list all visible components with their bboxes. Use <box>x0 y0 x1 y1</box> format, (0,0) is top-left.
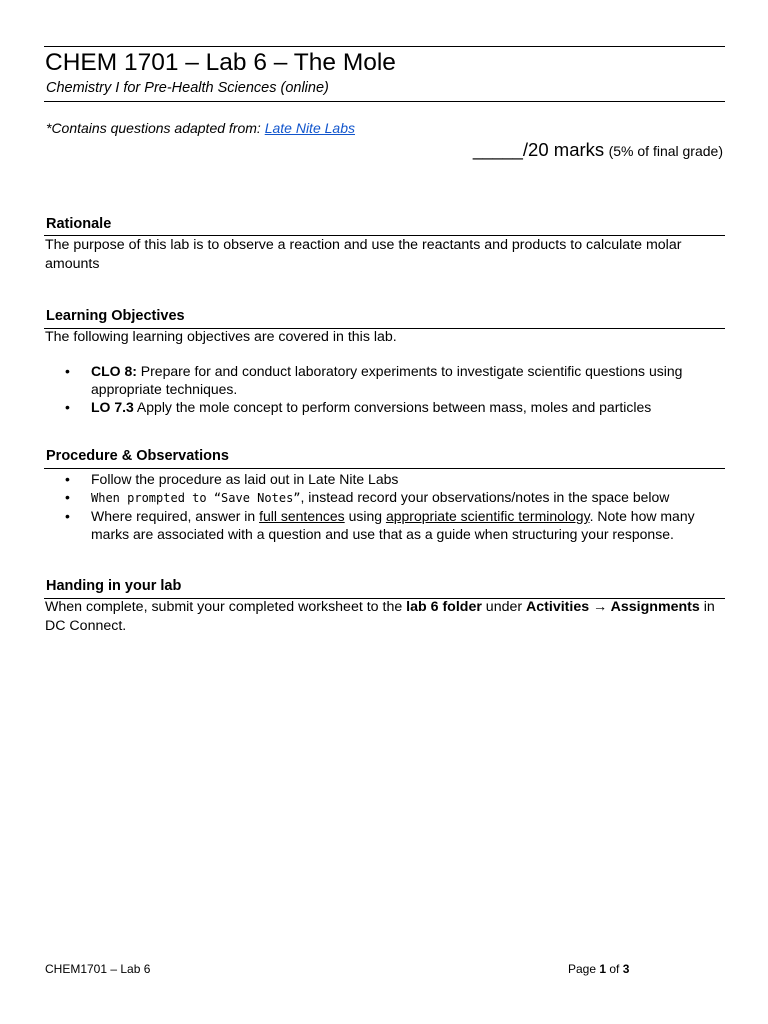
document-title: CHEM 1701 – Lab 6 – The Mole <box>45 49 396 76</box>
handing-text-part: When complete, submit your completed worksheet to the <box>45 599 407 615</box>
list-item <box>45 488 705 507</box>
objective-text: Apply the mole concept to perform conversions between mass, moles and particles <box>133 399 652 415</box>
procedure-item-text: Where required, answer in <box>91 508 260 524</box>
late-nite-labs-link[interactable]: Late Nite Labs <box>264 120 355 136</box>
procedure-heading: Procedure & Observations <box>46 448 229 464</box>
page-total: 3 <box>622 962 630 976</box>
header-bottom-rule <box>44 101 725 102</box>
objective-code: LO 7.3 <box>91 399 134 415</box>
marks-line <box>473 139 723 161</box>
marks-blank: _____ <box>472 140 523 160</box>
procedure-list <box>45 470 705 543</box>
procedure-item-text: . Note how many marks are associated with a question and use that as a guide when structuring your response. <box>91 508 695 542</box>
procedure-item-text: , instead record your observations/notes in the space below <box>300 489 670 505</box>
rationale-heading: Rationale <box>46 216 112 232</box>
procedure-item-mono: When prompted to “Save Notes” <box>91 491 301 505</box>
objectives-heading: Learning Objectives <box>46 308 185 324</box>
adapted-note <box>46 120 355 136</box>
activities-assignments-text: Activities → Assignments <box>526 599 700 615</box>
handing-heading: Handing in your lab <box>46 578 182 594</box>
handing-text <box>45 598 730 635</box>
marks-total: /20 marks <box>522 139 605 160</box>
objective-code: CLO 8: <box>91 363 137 379</box>
document-subtitle: Chemistry I for Pre-Health Sciences (online) <box>46 80 329 96</box>
lab-folder-text: lab 6 folder <box>406 599 482 615</box>
procedure-item-text: using <box>344 508 386 524</box>
footer-page-number <box>568 962 629 976</box>
list-item <box>45 362 705 398</box>
procedure-rule <box>44 468 725 469</box>
page-current: 1 <box>599 962 607 976</box>
objective-text: Prepare for and conduct laboratory experiments to investigate scientific questions using appropriate techniques. <box>91 363 683 397</box>
full-sentences-text: full sentences <box>259 508 345 524</box>
terminology-text: appropriate scientific terminology <box>385 508 590 524</box>
rationale-text: The purpose of this lab is to observe a reaction and use the reactants and products to calculate molar amounts <box>45 237 682 272</box>
adapted-prefix: *Contains questions adapted from: <box>46 120 265 136</box>
page-mid: of <box>606 962 623 976</box>
handing-text-part: in DC Connect. <box>45 599 715 634</box>
list-item <box>45 470 705 488</box>
footer-left: CHEM1701 – Lab 6 <box>45 962 151 976</box>
list-item <box>45 398 705 416</box>
marks-note: (5% of final grade) <box>608 143 723 159</box>
handing-text-part: under <box>481 599 527 615</box>
list-item <box>45 507 705 543</box>
objectives-list <box>45 362 705 416</box>
page-prefix: Page <box>568 962 600 976</box>
objectives-intro: The following learning objectives are covered in this lab. <box>45 329 397 345</box>
procedure-item-text: Follow the procedure as laid out in Late Nite Labs <box>91 471 399 487</box>
